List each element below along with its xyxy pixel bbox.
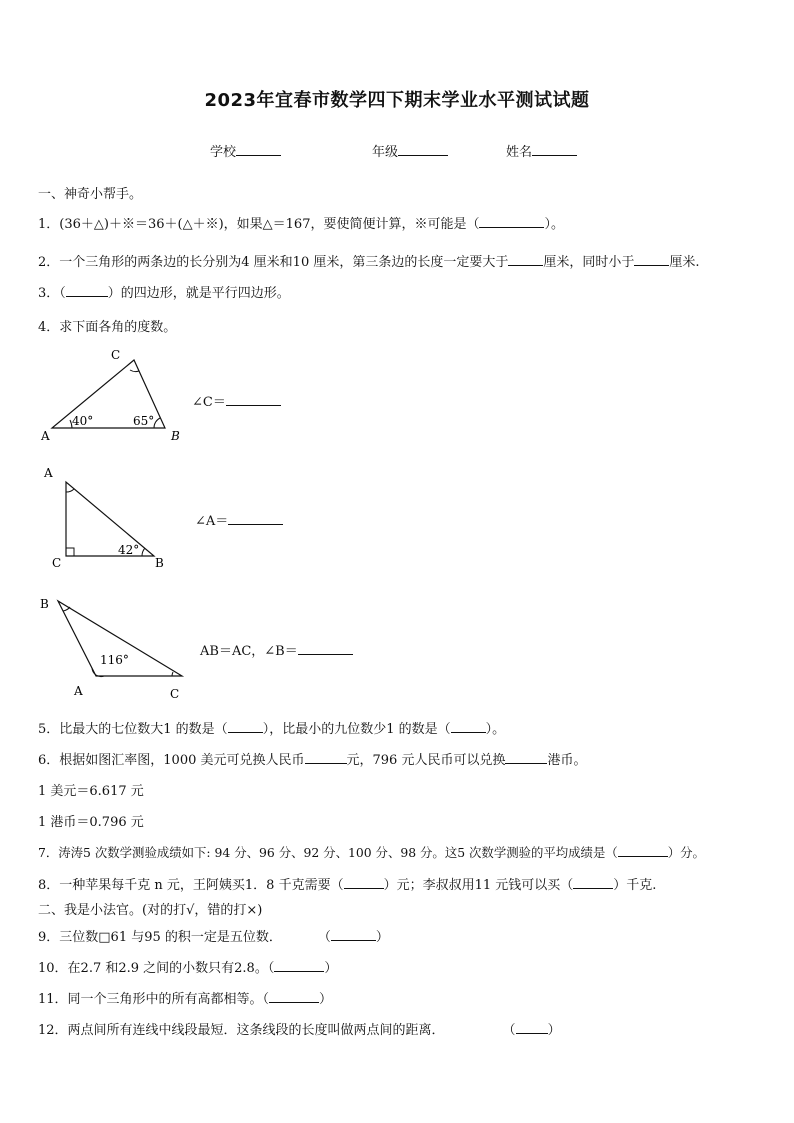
q9-close: ）	[375, 930, 389, 945]
school-label: 学校	[210, 145, 237, 160]
q9-open: （	[317, 930, 331, 945]
question-12	[38, 1019, 561, 1038]
triangle-1-ask: ∠C＝	[192, 395, 226, 410]
grade-label: 年级	[372, 145, 399, 160]
q10-blank[interactable]	[274, 959, 324, 972]
triangle-1-figure	[34, 344, 194, 444]
triangle-2-vertex-a: A	[44, 466, 53, 480]
q1-text: ，如果△＝167，要使简便计算，※可能是（	[223, 217, 480, 232]
triangle-3-angle-b-arc	[63, 607, 70, 611]
question-4-prompt: 4．求下面各角的度数。	[38, 320, 177, 335]
q8-text-b: ）元；李叔叔用11 元钱可以买（	[383, 878, 574, 893]
q6-blank-1[interactable]	[305, 751, 347, 764]
triangle-2-vertex-c: C	[52, 556, 62, 570]
triangle-3-question	[200, 640, 353, 659]
q10-text: 10．在2.7 和2.9 之间的小数只有2.8。（	[38, 961, 275, 976]
q5-text-b: ），比最小的九位数少1 的数是（	[262, 722, 451, 737]
triangle-3-vertex-b: B	[40, 597, 49, 611]
q7-blank[interactable]	[618, 844, 668, 857]
name-field	[506, 141, 577, 160]
q1-blank[interactable]	[479, 215, 544, 228]
page-title: 2023年宜春市数学四下期末学业水平测试试题	[204, 90, 590, 111]
triangle-1-vertex-b: B	[171, 429, 180, 443]
q6-text-b: 元，796 元人民币可以兑换	[346, 753, 506, 768]
q12-blank[interactable]	[516, 1021, 548, 1034]
q5-blank-2[interactable]	[451, 720, 486, 733]
q12-open: （	[502, 1023, 516, 1038]
triangle-1-angle-b-label: 65°	[133, 414, 155, 428]
triangle-3-figure	[34, 594, 194, 704]
triangle-3-angle-a-label: 116°	[100, 653, 129, 667]
section-2-heading: 二、我是小法官。(对的打√，错的打×)	[38, 903, 263, 918]
question-6	[38, 749, 586, 768]
triangle-2-blank[interactable]	[228, 512, 283, 525]
triangle-2-shape	[66, 482, 154, 556]
question-8	[38, 874, 656, 893]
triangle-2-vertex-b: B	[155, 556, 164, 570]
grade-field	[372, 141, 448, 160]
question-1	[38, 213, 564, 232]
q8-text-c: ）千克.	[613, 878, 657, 893]
q2-text-a: 2．一个三角形的两条边的长分别为4 厘米和10 厘米，第三条边的长度一定要大于	[38, 255, 509, 270]
triangle-3-ask: AB＝AC，∠B＝	[200, 644, 298, 659]
q5-text-c: ）。	[485, 722, 506, 737]
q9-blank[interactable]	[331, 928, 376, 941]
q8-blank-1[interactable]	[344, 876, 384, 889]
q5-text-a: 5．比最大的七位数大1 的数是（	[38, 722, 228, 737]
triangle-3-blank[interactable]	[298, 642, 353, 655]
q9-text: 9．三位数□61 与95 的积一定是五位数．	[38, 930, 282, 945]
triangle-2-angle-b-label: 42°	[118, 543, 140, 557]
question-3	[38, 282, 290, 301]
triangle-2-angle-a-arc	[66, 489, 74, 492]
question-2	[38, 251, 700, 270]
q1-end: ）。	[544, 217, 564, 232]
triangle-2-angle-b-arc	[142, 548, 145, 556]
triangle-2-question	[195, 510, 283, 529]
q12-text: 12．两点间所有连线中线段最短．这条线段的长度叫做两点间的距离．	[38, 1023, 445, 1038]
triangle-3-angle-a-arc	[92, 668, 104, 677]
q7-text-b: ）分。	[667, 845, 705, 860]
school-field	[210, 141, 281, 160]
q8-text-a: 8．一种苹果每千克 n 元，王阿姨买1．8 千克需要（	[38, 878, 344, 893]
section-1-heading: 一、神奇小帮手。	[38, 187, 143, 202]
q6-text-a: 6．根据如图汇率图，1000 美元可兑换人民币	[38, 753, 305, 768]
triangle-1-angle-b-arc	[154, 418, 160, 428]
exchange-rate-hkd: 1 港币＝0.796 元	[38, 815, 144, 830]
q11-text: 11．同一个三角形中的所有高都相等。（	[38, 992, 270, 1007]
triangle-2-figure	[34, 462, 174, 574]
triangle-2-right-angle	[66, 548, 74, 556]
grade-blank[interactable]	[398, 143, 448, 156]
question-7	[38, 843, 705, 861]
school-blank[interactable]	[236, 143, 281, 156]
q11-blank[interactable]	[269, 990, 319, 1003]
q12-close: ）	[547, 1023, 561, 1038]
q1-number: 1．	[38, 217, 60, 232]
q11-close: ）	[319, 992, 333, 1007]
triangle-3-vertex-a: A	[74, 684, 83, 698]
q2-text-c: 厘米.	[669, 255, 700, 270]
q3-text-b: ）的四边形，就是平行四边形。	[107, 286, 290, 301]
q3-text-a: 3．（	[38, 286, 66, 301]
triangle-1-blank[interactable]	[226, 393, 281, 406]
q1-formula: (36＋△)＋※＝36＋(△＋※)	[59, 217, 224, 232]
exchange-rate-usd: 1 美元＝6.617 元	[38, 784, 144, 799]
q10-close: ）	[324, 961, 338, 976]
q7-text-a: 7．涛涛5 次数学测验成绩如下: 94 分、96 分、92 分、100 分、98 分。这5 次数学测验的平均成绩是（	[38, 845, 618, 860]
q5-blank-1[interactable]	[228, 720, 263, 733]
q6-blank-2[interactable]	[505, 751, 547, 764]
q2-blank-2[interactable]	[634, 253, 669, 266]
triangle-1-vertex-c: C	[111, 348, 121, 362]
q2-blank-1[interactable]	[508, 253, 543, 266]
question-10	[38, 957, 337, 976]
q8-blank-2[interactable]	[573, 876, 613, 889]
question-9	[38, 926, 389, 945]
triangle-1-angle-c-arc	[130, 370, 139, 372]
q3-blank[interactable]	[66, 284, 108, 297]
q6-text-c: 港币。	[547, 753, 587, 768]
triangle-1-vertex-a: A	[41, 429, 50, 443]
triangle-1-question	[192, 391, 281, 410]
name-blank[interactable]	[532, 143, 577, 156]
name-label: 姓名	[506, 145, 533, 160]
triangle-1-angle-a-label: 40°	[72, 414, 94, 428]
triangle-2-ask: ∠A＝	[195, 514, 229, 529]
question-5	[38, 718, 505, 737]
question-11	[38, 988, 332, 1007]
q2-text-b: 厘米，同时小于	[543, 255, 635, 270]
triangle-3-vertex-c: C	[170, 687, 180, 701]
